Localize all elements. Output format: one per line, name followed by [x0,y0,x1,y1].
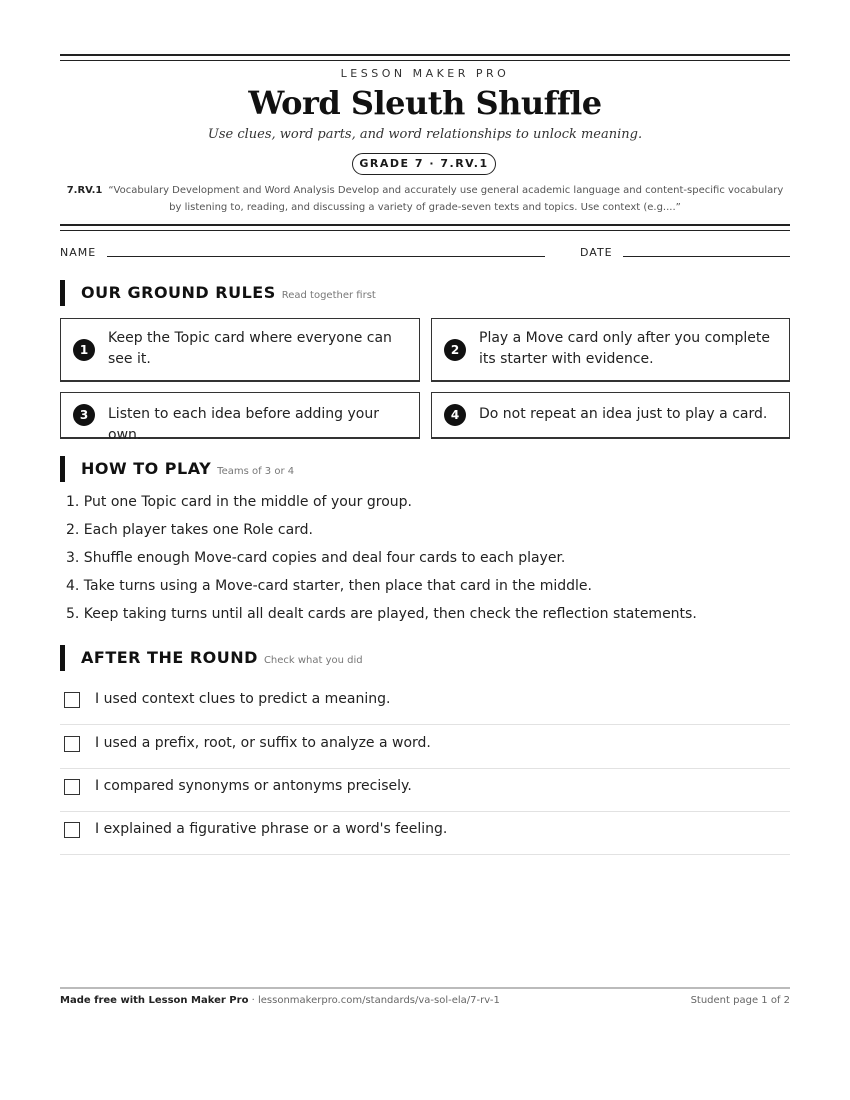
date-label: DATE [580,246,613,259]
footer-credit [60,995,500,1006]
step-item: 4. Take turns using a Move-card starter, then place that card in the middle. [66,578,592,594]
header-top-rule [60,54,790,61]
reflection-text: I explained a figurative phrase or a word's feeling. [95,821,448,837]
step-item: 1. Put one Topic card in the middle of your group. [66,494,412,510]
page-subtitle: Use clues, word parts, and word relationships to unlock meaning. [207,127,643,142]
reflection-checkbox[interactable] [64,692,80,708]
brand-label: LESSON MAKER PRO [340,67,510,80]
step-item: 3. Shuffle enough Move-card copies and deal four cards to each player. [66,550,566,566]
rule-number-badge: 3 [73,404,95,426]
after-round-title: AFTER THE ROUND [81,648,258,667]
reflection-item [60,768,790,812]
reflection-text: I used a prefix, root, or suffix to analyze a word. [95,735,431,751]
rule-number-badge: 4 [444,404,466,426]
reflection-item [60,681,790,725]
how-to-play-steps [66,490,786,630]
step-item: 2. Each player takes one Role card. [66,522,313,538]
name-label: NAME [60,246,97,259]
footer-made-with: Made free with Lesson Maker Pro [60,995,249,1006]
after-round-heading [60,645,363,671]
ground-rules-note: Read together first [281,290,376,301]
rule-number-badge: 2 [444,339,466,361]
how-to-play-title: HOW TO PLAY [81,459,212,478]
rule-number-badge: 1 [73,339,95,361]
rule-card-2 [431,318,790,382]
rule-card-4 [431,392,790,439]
page-title: Word Sleuth Shuffle [248,84,602,122]
step-item: 5. Keep taking turns until all dealt cards are played, then check the reflection statements. [66,606,697,622]
header-bottom-rule [60,224,790,231]
rule-text: Do not repeat an idea just to play a card. [479,406,768,422]
rule-text: Play a Move card only after you complete its starter with evidence. [479,330,770,367]
ground-rules-title: OUR GROUND RULES [81,283,276,302]
standard-description [60,182,790,216]
reflection-checkbox[interactable] [64,736,80,752]
rule-text: Keep the Topic card where everyone can see it. [108,330,392,367]
reflection-text: I compared synonyms or antonyms precisely. [95,778,412,794]
grade-badge: GRADE 7 · 7.RV.1 [352,153,496,175]
standard-text: “Vocabulary Development and Word Analysis Develop and accurately use general academic language and content-specific vocabulary by listening to, reading, and discussing a variety of grade-seven texts and topics. Use context (e.g....” [108,185,784,213]
reflection-text: I used context clues to predict a meaning. [95,691,391,707]
standard-code: 7.RV.1 [66,185,103,196]
date-field[interactable] [623,256,790,257]
reflection-item [60,725,790,769]
footer-rule [60,987,790,989]
footer-url[interactable]: lessonmakerpro.com/standards/va-sol-ela/7-rv-1 [257,995,500,1006]
how-to-play-note: Teams of 3 or 4 [217,466,295,477]
reflection-item [60,811,790,855]
how-to-play-heading [60,456,294,482]
reflection-checkbox[interactable] [64,779,80,795]
ground-rules-heading [60,280,376,306]
after-round-note: Check what you did [263,655,363,666]
rule-card-3 [60,392,420,443]
footer-separator: · [248,995,258,1006]
rule-card-1 [60,318,420,382]
reflection-checkbox[interactable] [64,822,80,838]
name-field[interactable] [107,256,545,257]
page-indicator: Student page 1 of 2 [690,995,790,1006]
rule-text: Listen to each idea before adding your own. [108,406,379,443]
